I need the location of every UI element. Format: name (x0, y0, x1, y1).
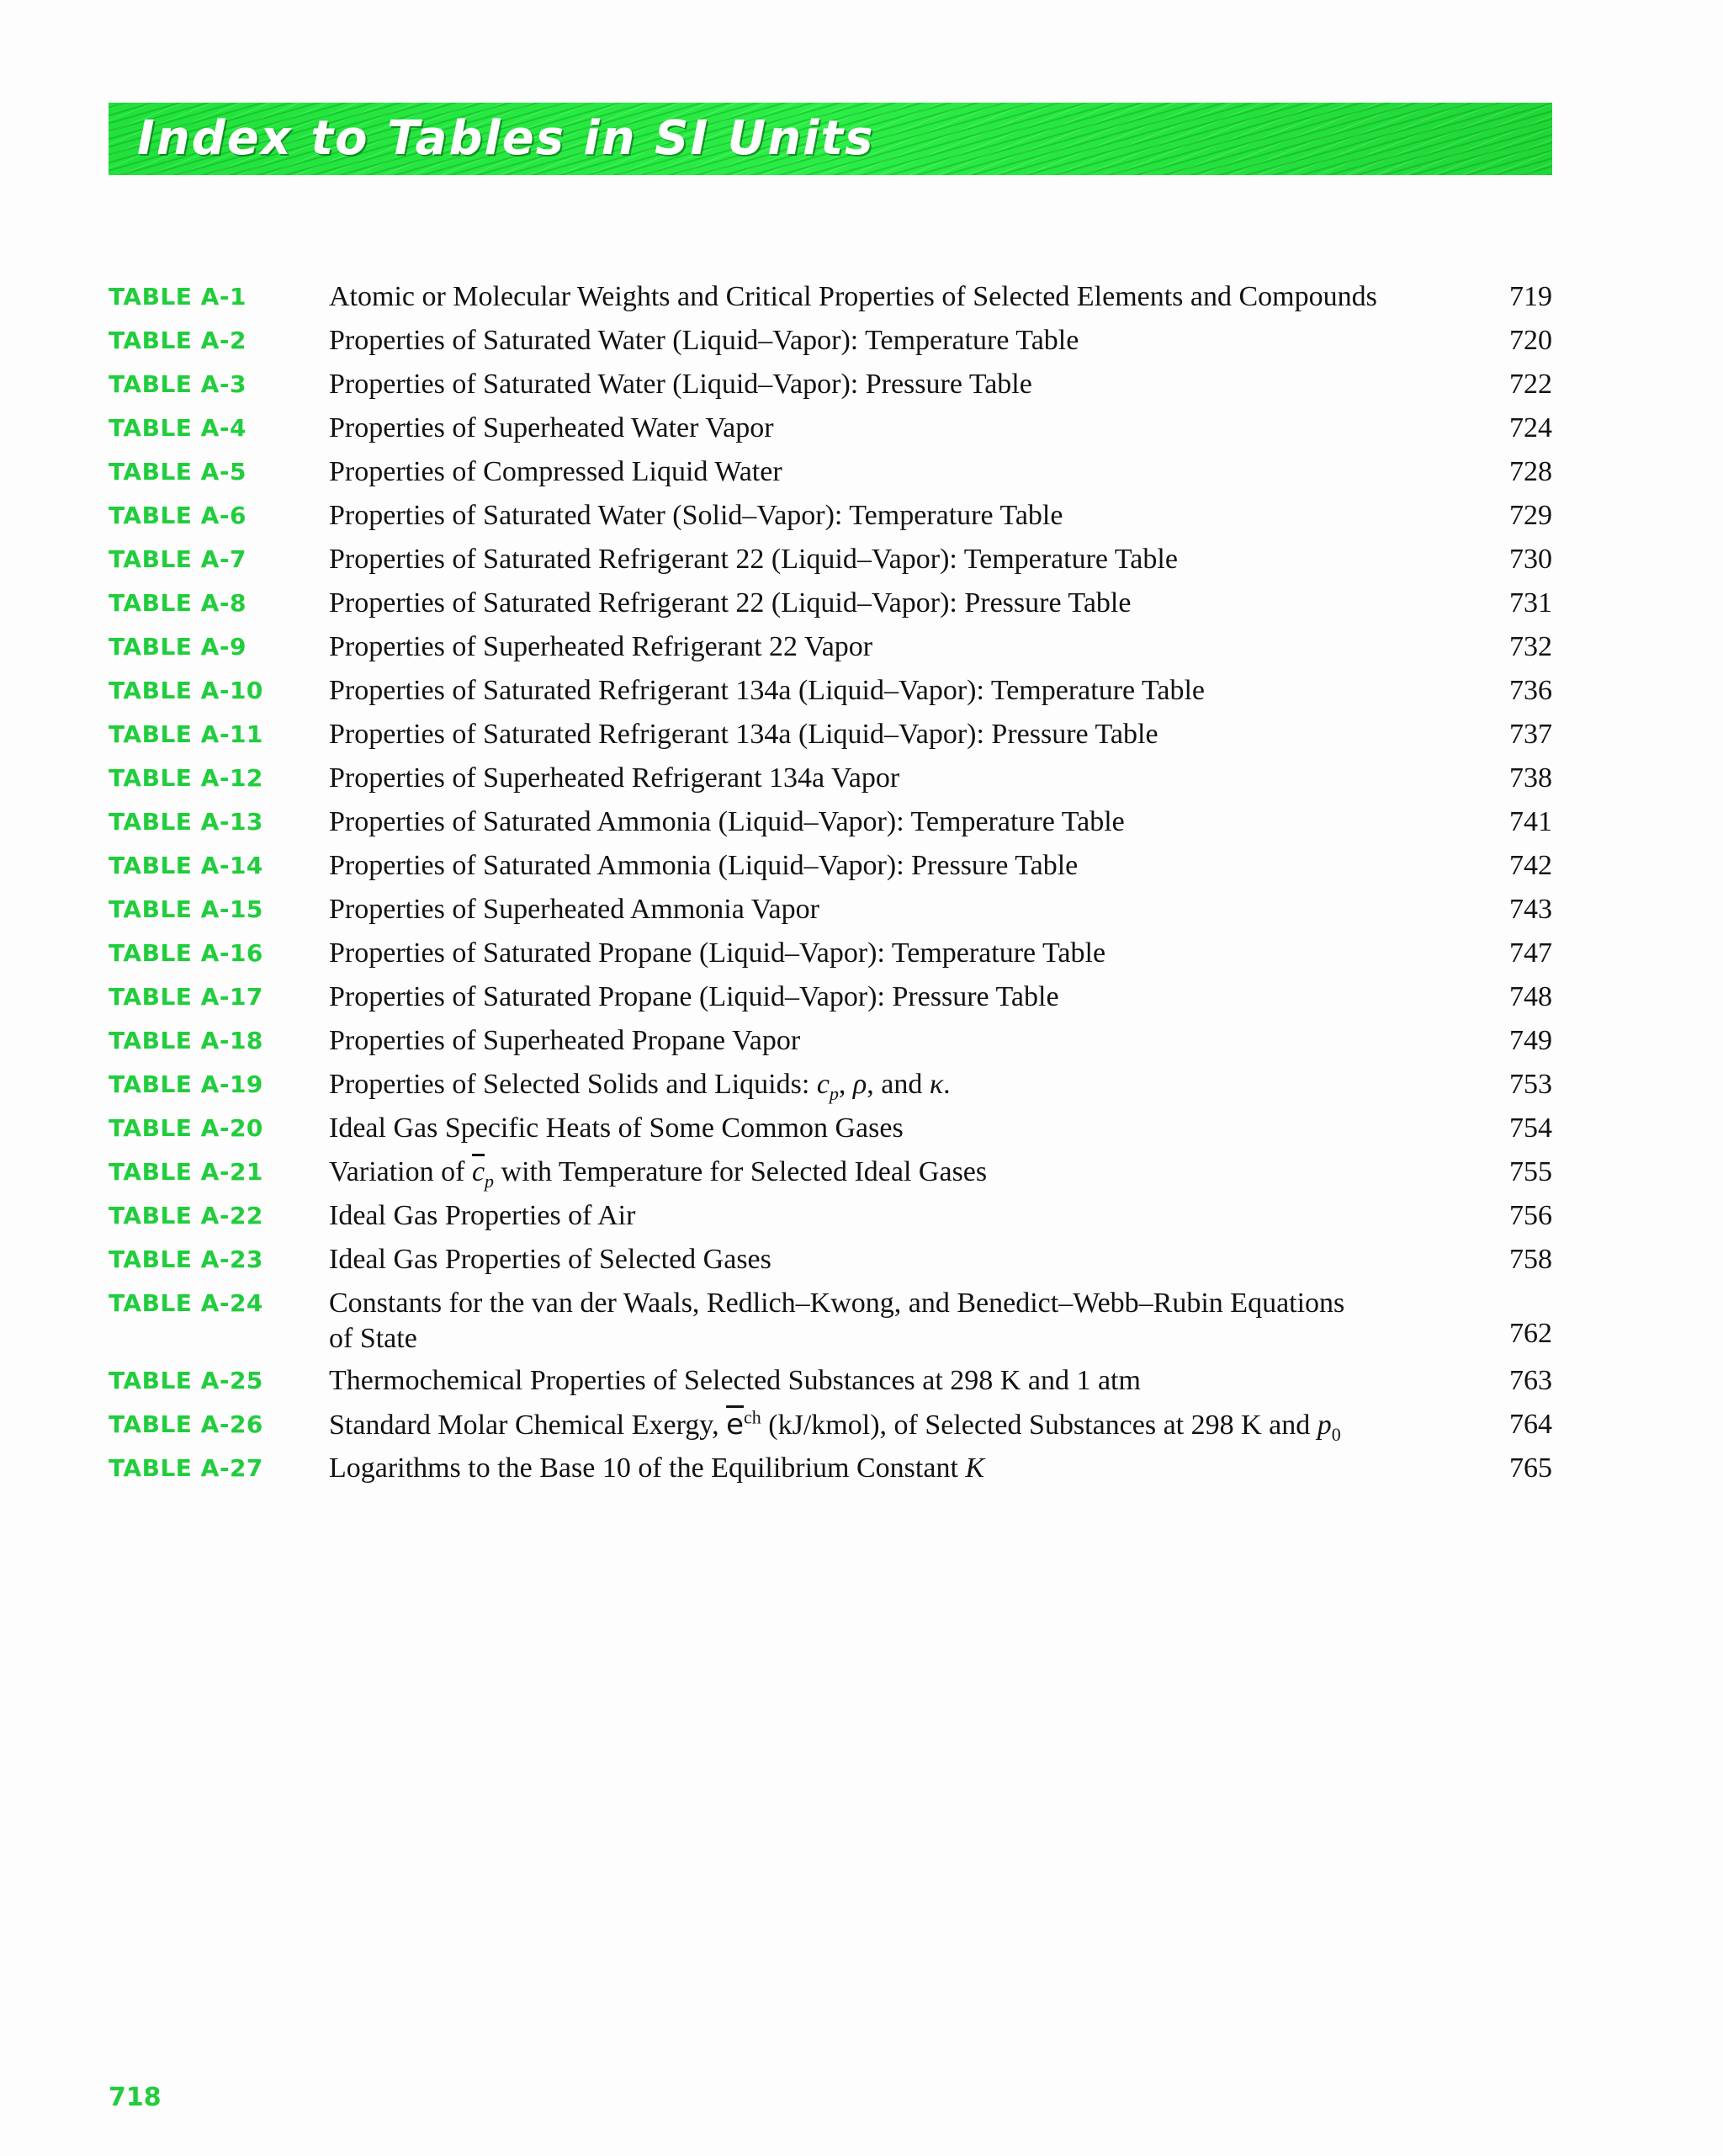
table-title: Atomic or Molecular Weights and Critical Properties of Selected Elements and Compounds (329, 281, 1377, 312)
list-item[interactable] (109, 581, 1552, 624)
table-title: Properties of Superheated Refrigerant 22 Vapor (329, 631, 873, 662)
page-number: 749 (1509, 1025, 1552, 1056)
table-label: TABLE A-6 (109, 502, 247, 529)
table-label: TABLE A-23 (109, 1245, 263, 1273)
list-item[interactable] (109, 1402, 1552, 1446)
table-label: TABLE A-22 (109, 1202, 263, 1229)
list-item[interactable] (109, 493, 1552, 537)
list-item[interactable] (109, 1106, 1552, 1150)
table-label: TABLE A-21 (109, 1158, 263, 1186)
table-label: TABLE A-1 (109, 283, 247, 311)
table-title: Ideal Gas Properties of Selected Gases (329, 1244, 771, 1275)
table-label: TABLE A-14 (109, 852, 263, 879)
page-number: 764 (1509, 1409, 1552, 1440)
page-number: 728 (1509, 456, 1552, 487)
table-title: Properties of Superheated Refrigerant 134a Vapor (329, 762, 900, 794)
table-title: Properties of Saturated Ammonia (Liquid–Vapor): Temperature Table (329, 806, 1125, 837)
list-item[interactable] (109, 974, 1552, 1018)
table-label: TABLE A-8 (109, 589, 247, 617)
list-item[interactable] (109, 624, 1552, 668)
table-label: TABLE A-4 (109, 414, 247, 442)
table-title: Properties of Saturated Water (Liquid–Vapor): Temperature Table (329, 325, 1079, 356)
page-number: 747 (1509, 937, 1552, 969)
page-number: 724 (1509, 412, 1552, 443)
list-item[interactable] (109, 1193, 1552, 1237)
folio-page-number: 718 (109, 2083, 162, 2112)
title-banner (109, 103, 1552, 175)
list-item[interactable] (109, 1358, 1552, 1402)
table-title: Properties of Superheated Propane Vapor (329, 1025, 801, 1056)
table-title: Constants for the van der Waals, Redlich–Kwong, and Benedict–Webb–Rubin Equations of State (329, 1288, 1345, 1354)
table-title: Thermochemical Properties of Selected Substances at 298 K and 1 atm (329, 1365, 1141, 1396)
table-label: TABLE A-13 (109, 808, 263, 836)
page-number: 753 (1509, 1069, 1552, 1100)
page-number: 741 (1509, 806, 1552, 837)
list-item[interactable] (109, 1062, 1552, 1106)
list-item[interactable] (109, 362, 1552, 406)
table-title: Properties of Saturated Propane (Liquid–Vapor): Pressure Table (329, 981, 1059, 1012)
list-item[interactable] (109, 799, 1552, 843)
table-title: Properties of Saturated Water (Liquid–Vapor): Pressure Table (329, 369, 1032, 400)
table-label: TABLE A-12 (109, 764, 263, 792)
table-title: Properties of Saturated Refrigerant 134a (Liquid–Vapor): Pressure Table (329, 719, 1158, 750)
list-item[interactable] (109, 318, 1552, 362)
table-label: TABLE A-15 (109, 895, 263, 923)
table-title: Properties of Saturated Water (Solid–Vapor): Temperature Table (329, 500, 1063, 531)
page-number: 732 (1509, 631, 1552, 662)
page-number: 736 (1509, 675, 1552, 706)
list-item[interactable] (109, 449, 1552, 493)
table-label: TABLE A-9 (109, 633, 247, 661)
page-number: 754 (1509, 1113, 1552, 1144)
table-title: Properties of Saturated Refrigerant 22 (Liquid–Vapor): Temperature Table (329, 544, 1178, 575)
page-number: 720 (1509, 325, 1552, 356)
page-number: 738 (1509, 762, 1552, 794)
page-number: 755 (1509, 1156, 1552, 1187)
list-item[interactable] (109, 1446, 1552, 1490)
table-title: Variation of $\overline{c}_p$ with Temperature for Selected Ideal Gases (329, 1156, 988, 1192)
table-label: TABLE A-11 (109, 720, 263, 748)
page-title: Index to Tables in SI Units (137, 111, 875, 166)
table-title: Properties of Selected Solids and Liquids: $c_p$, ρ, and κ. (329, 1069, 951, 1104)
table-label: TABLE A-18 (109, 1027, 263, 1054)
page-number: 763 (1509, 1365, 1552, 1396)
table-title: Properties of Compressed Liquid Water (329, 456, 782, 487)
page-number: 719 (1509, 281, 1552, 312)
page-number: 742 (1509, 850, 1552, 881)
page-number: 756 (1509, 1200, 1552, 1231)
list-item[interactable] (109, 931, 1552, 974)
table-index (109, 274, 1552, 1490)
list-item[interactable] (109, 756, 1552, 799)
list-item[interactable] (109, 887, 1552, 931)
table-label: TABLE A-3 (109, 370, 247, 398)
page-number: 758 (1509, 1244, 1552, 1275)
list-item[interactable] (109, 1018, 1552, 1062)
table-label: TABLE A-16 (109, 939, 263, 967)
table-title: Properties of Superheated Water Vapor (329, 412, 774, 443)
page-number: 731 (1509, 587, 1552, 619)
list-item[interactable] (109, 537, 1552, 581)
table-title: Properties of Saturated Refrigerant 134a (Liquid–Vapor): Temperature Table (329, 675, 1206, 706)
table-label: TABLE A-10 (109, 677, 263, 704)
table-title: Properties of Saturated Ammonia (Liquid–Vapor): Pressure Table (329, 850, 1079, 881)
table-label: TABLE A-5 (109, 458, 247, 486)
page-number: 762 (1509, 1318, 1552, 1349)
page-number: 748 (1509, 981, 1552, 1012)
page-number: 730 (1509, 544, 1552, 575)
list-item[interactable] (109, 1237, 1552, 1281)
table-label: TABLE A-20 (109, 1114, 263, 1142)
table-label: TABLE A-19 (109, 1070, 263, 1098)
table-title: Properties of Saturated Propane (Liquid–Vapor): Temperature Table (329, 937, 1106, 969)
list-item[interactable] (109, 1150, 1552, 1193)
list-item[interactable] (109, 406, 1552, 449)
table-title: Properties of Saturated Refrigerant 22 (Liquid–Vapor): Pressure Table (329, 587, 1132, 619)
table-label: TABLE A-24 (109, 1289, 263, 1317)
table-label: TABLE A-7 (109, 545, 247, 573)
table-title: Properties of Superheated Ammonia Vapor (329, 894, 819, 925)
table-title: Ideal Gas Properties of Air (329, 1200, 636, 1231)
page-number: 722 (1509, 369, 1552, 400)
table-title: Standard Molar Chemical Exergy, $\overline{e}^{ch}$ (kJ/kmol), of Selected Substances at 298 K and $p_0$ (329, 1406, 1341, 1445)
table-title: Logarithms to the Base 10 of the Equilibrium Constant K (329, 1452, 985, 1484)
list-item[interactable] (109, 843, 1552, 887)
list-item[interactable] (109, 274, 1552, 318)
list-item[interactable] (109, 712, 1552, 756)
table-label: TABLE A-2 (109, 327, 247, 354)
table-label: TABLE A-17 (109, 983, 263, 1011)
list-item[interactable] (109, 1281, 1552, 1358)
page-number: 729 (1509, 500, 1552, 531)
page-number: 765 (1509, 1452, 1552, 1484)
page-number: 737 (1509, 719, 1552, 750)
table-label: TABLE A-25 (109, 1367, 263, 1394)
list-item[interactable] (109, 668, 1552, 712)
table-title: Ideal Gas Specific Heats of Some Common Gases (329, 1113, 904, 1144)
table-label: TABLE A-26 (109, 1410, 263, 1438)
page-number: 743 (1509, 894, 1552, 925)
table-label: TABLE A-27 (109, 1454, 263, 1482)
